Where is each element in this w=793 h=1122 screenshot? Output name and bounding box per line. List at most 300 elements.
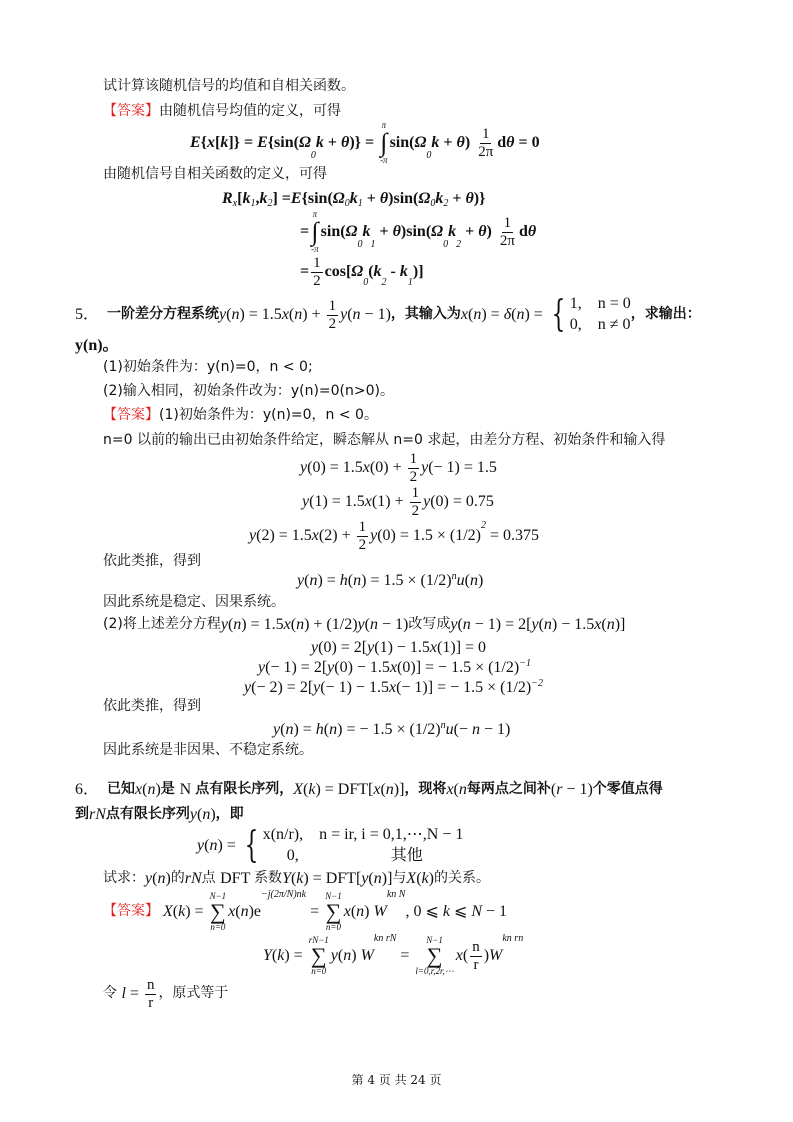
body-text: 因此系统是稳定、因果系统。 <box>103 594 285 611</box>
math-text: − 1) = 2[ <box>470 616 532 634</box>
math-variable: y <box>197 837 205 855</box>
math-text: ( <box>323 721 330 739</box>
math-variable: θ <box>527 223 537 241</box>
math-variable: n <box>343 947 352 965</box>
math-variable: k <box>259 190 268 208</box>
math-variable: rN <box>184 870 202 888</box>
math-variable: k <box>349 190 358 208</box>
math-text: = <box>125 985 143 1003</box>
math-variable: y <box>311 639 319 657</box>
text-line <box>222 187 485 211</box>
subscript: 2 <box>267 198 273 209</box>
math-text: (1)] = 0 <box>437 639 487 657</box>
math-text: N <box>179 781 196 799</box>
upper-limit: π <box>312 209 318 219</box>
denominator: r <box>473 956 479 973</box>
bold-text: 点有限长序列 <box>105 806 190 823</box>
math-text: (1) + <box>371 493 408 511</box>
bold-text: 是 <box>160 781 180 798</box>
bold-text: 已知 <box>107 781 136 798</box>
denominator: 2 <box>409 468 418 485</box>
math-text: ) <box>155 781 161 799</box>
math-text: − 1) <box>562 781 593 799</box>
math-variable: y <box>357 616 365 634</box>
math-text: ) <box>165 870 171 888</box>
numerator: 1 <box>409 450 418 467</box>
math-text: ( <box>368 870 374 888</box>
math-text: ) = DFT[ <box>315 781 374 799</box>
text-line <box>302 484 494 520</box>
math-text: ( <box>368 263 374 281</box>
body-text: n=0 以前的输出已由初始条件给定，瞬态解从 n=0 求起，由差分方程、初始条件和输入得 <box>103 432 666 449</box>
denominator: 2 <box>411 502 420 519</box>
math-variable: n <box>231 306 240 324</box>
math-text: (1) = 1.5 <box>309 493 365 511</box>
integral-sign <box>380 121 388 165</box>
numerator: n <box>146 976 155 993</box>
case-row: x(n/r), n = ir, i = 0,1,⋯,N − 1 <box>262 826 464 844</box>
math-variable: n <box>309 572 318 590</box>
fraction <box>410 486 422 519</box>
lower-limit: -π <box>380 155 388 165</box>
math-variable: k <box>435 190 444 208</box>
text-line <box>103 591 285 615</box>
math-variable: X <box>406 870 417 888</box>
text-line <box>103 976 228 1012</box>
operator: ∫ <box>311 217 319 246</box>
math-variable: y <box>370 527 378 545</box>
math-text: = <box>306 903 324 921</box>
math-text: ( <box>468 306 474 324</box>
math-text: ) <box>483 947 490 965</box>
math-text: sin( <box>320 223 346 241</box>
lower-limit: n=0 <box>311 966 327 976</box>
bold-text: ，现将 <box>404 781 447 798</box>
math-variable: k <box>308 781 316 799</box>
math-variable: Ω <box>345 223 358 241</box>
text-line <box>103 75 355 99</box>
text-line <box>75 334 119 358</box>
denominator: 2 <box>313 272 321 289</box>
bold-text: 个零值点得 <box>592 781 663 798</box>
math-variable: n <box>202 806 211 824</box>
math-variable: x <box>594 616 602 634</box>
math-variable: n <box>469 572 478 590</box>
math-variable: W <box>489 947 503 965</box>
math-text: {sin( <box>301 190 333 208</box>
summation-sign <box>415 936 453 976</box>
math-text: ) = <box>524 306 547 324</box>
math-variable: k <box>399 263 408 281</box>
math-text: ) <box>464 134 475 152</box>
math-variable: x <box>311 527 319 545</box>
math-text: ( <box>347 306 353 324</box>
math-text: (0) = 1.5 <box>307 459 363 477</box>
math-variable: n <box>471 721 480 739</box>
math-text: { <box>200 134 207 152</box>
body-text: 试计算该随机信号的均值和自相关函数。 <box>103 78 355 95</box>
bold-text: 一阶差分方程系统 <box>107 306 220 323</box>
math-text: (2) = 1.5 <box>256 527 312 545</box>
math-variable: Ω <box>431 223 444 241</box>
text-line <box>263 931 523 981</box>
math-text: )] <box>393 781 405 799</box>
superscript: −2 <box>531 678 543 689</box>
math-variable: y <box>450 616 458 634</box>
case-rows <box>570 294 631 336</box>
subscript: 1 <box>407 277 413 288</box>
subscript: 0 <box>443 239 449 250</box>
math-text: (− 1) = 2[ <box>265 659 328 677</box>
math-text: (0) = 1.5 × (1/2) <box>377 527 482 545</box>
fraction <box>145 978 157 1011</box>
math-variable: k <box>431 134 440 152</box>
math-variable: y <box>219 306 227 324</box>
math-variable: n <box>543 616 552 634</box>
math-text: )sin( <box>400 223 432 241</box>
operator: ∫ <box>380 128 388 157</box>
body-text: 试求： <box>103 870 145 887</box>
math-text: (− 2) = 2[ <box>251 679 314 697</box>
math-variable: n <box>209 837 218 855</box>
math-text: ) = <box>284 947 307 965</box>
piecewise-cases <box>547 294 631 336</box>
math-variable: x <box>135 781 143 799</box>
body-text: 依此类推，得到 <box>103 553 201 570</box>
math-variable: E <box>290 190 302 208</box>
body-text: 的关系。 <box>433 870 490 887</box>
math-text: ) = <box>481 306 504 324</box>
math-variable: n <box>157 870 166 888</box>
math-text: )} = <box>349 134 379 152</box>
bold-text: ，即 <box>215 806 244 823</box>
math-text: (− 1) − 1.5 <box>320 679 389 697</box>
math-variable: x <box>362 459 370 477</box>
math-variable: Ω <box>414 134 427 152</box>
math-variable: x <box>283 616 291 634</box>
lower-limit: -π <box>311 244 319 254</box>
operator: ∑ <box>325 899 342 924</box>
math-variable: n <box>294 306 303 324</box>
math-text: , 0 ⩽ <box>405 903 443 921</box>
math-text: ( <box>511 306 517 324</box>
math-variable: n <box>516 306 525 324</box>
numerator: 1 <box>503 214 512 231</box>
math-text: ) <box>364 903 374 921</box>
body-text: 与 <box>392 870 407 887</box>
denominator: 2π <box>499 232 515 249</box>
math-variable: x <box>446 781 454 799</box>
math-variable: h <box>339 572 348 590</box>
math-text: ) = 1.5 × (1/2) <box>361 572 452 590</box>
math-variable: k <box>442 903 450 921</box>
math-variable: k <box>448 223 457 241</box>
upper-limit: π <box>381 120 387 130</box>
math-text: ( <box>304 572 310 590</box>
math-text: ) = − 1.5 × (1/2) <box>337 721 441 739</box>
math-variable: u <box>445 721 454 739</box>
math-text: ( <box>235 903 241 921</box>
math-variable: Ω <box>332 190 345 208</box>
math-variable: W <box>360 947 374 965</box>
text-line <box>103 380 394 404</box>
math-text: ) = DFT[ <box>303 870 362 888</box>
upper-limit: N−1 <box>426 935 443 945</box>
math-variable: n <box>240 903 249 921</box>
math-text: (0) = 0.75 <box>430 493 494 511</box>
text-line <box>103 100 341 124</box>
operator: ∑ <box>210 899 226 924</box>
math-variable: k <box>178 903 186 921</box>
math-text: + <box>323 134 341 152</box>
math-text: ( <box>416 870 422 888</box>
math-variable: h <box>315 721 324 739</box>
math-variable: y <box>244 679 252 697</box>
fraction <box>408 452 420 485</box>
math-variable: y <box>340 306 348 324</box>
math-variable: X <box>159 903 173 921</box>
math-variable: n <box>352 306 361 324</box>
text-line <box>103 887 507 937</box>
answer-label: 【答案】 <box>103 903 159 920</box>
body-text: 由随机信号自相关函数的定义，可得 <box>103 166 327 183</box>
math-variable: y <box>220 616 228 634</box>
math-text: (0) − 1.5 <box>334 659 390 677</box>
text-line <box>75 778 663 802</box>
subscript: 2 <box>381 277 387 288</box>
math-text: )sin( <box>388 190 419 208</box>
math-variable: y <box>423 493 431 511</box>
answer-label: 【答案】 <box>103 103 159 120</box>
summation-sign <box>309 936 329 976</box>
numerator: 1 <box>481 125 490 142</box>
math-text: ( <box>290 870 297 888</box>
text-line <box>249 518 539 554</box>
math-variable: n <box>462 616 471 634</box>
math-variable: y <box>258 659 266 677</box>
math-text: ( <box>288 306 295 324</box>
math-variable: θ <box>506 134 515 152</box>
text-line <box>244 676 543 700</box>
denominator: 2 <box>358 536 367 553</box>
math-text: ( <box>226 306 232 324</box>
case-row: 0, 其他 <box>262 847 423 864</box>
text-line <box>197 821 463 871</box>
math-variable: n <box>369 616 378 634</box>
math-variable: y <box>361 870 369 888</box>
body-text: 系数 <box>254 870 283 887</box>
math-text: ]} = <box>228 134 258 152</box>
math-text: (2) + <box>318 527 355 545</box>
math-text: ( <box>290 616 297 634</box>
math-variable: Ω <box>351 263 364 281</box>
math-variable: k <box>373 263 382 281</box>
body-text: (1)初始条件为：y(n)=0，n < 0。 <box>159 407 378 424</box>
numerator: n <box>472 938 480 955</box>
math-text: )} <box>473 190 486 208</box>
upper-limit: N−1 <box>325 891 342 901</box>
math-variable: n <box>147 781 156 799</box>
math-variable: E <box>257 134 268 152</box>
text-line <box>103 739 313 763</box>
math-text: (1) − 1.5 <box>374 639 430 657</box>
body-text: (2)将上述差分方程 <box>103 616 221 633</box>
math-variable: x <box>460 306 469 324</box>
subscript: 0 <box>363 277 369 288</box>
math-text: − 1) <box>479 721 511 739</box>
math-text: ( <box>172 903 179 921</box>
math-text: ) <box>486 223 496 241</box>
superscript: n <box>440 720 446 731</box>
math-text: (0) = 2[ <box>318 639 368 657</box>
math-text: (− <box>453 721 472 739</box>
subscript: 1 <box>370 239 376 250</box>
math-text: ( <box>303 781 309 799</box>
superscript: kn rn <box>502 933 524 944</box>
text-line <box>103 404 378 428</box>
math-variable: θ <box>341 134 350 152</box>
text-line <box>103 356 313 380</box>
math-text: = 0 <box>514 134 540 152</box>
math-text: ) <box>351 947 361 965</box>
math-text: + <box>362 190 380 208</box>
math-variable: y <box>330 947 338 965</box>
math-text: ) = 1.5 <box>239 306 282 324</box>
body-text: 的 <box>170 870 185 887</box>
math-variable: k <box>242 190 251 208</box>
math-text: − 1) <box>377 616 409 634</box>
text-line <box>300 209 537 254</box>
fraction <box>311 256 323 289</box>
math-variable: k <box>421 870 429 888</box>
superscript: −j(2π/N)nk <box>261 889 307 900</box>
math-variable: k <box>220 134 229 152</box>
math-variable: x <box>228 903 236 921</box>
subscript: 1 <box>357 198 363 209</box>
math-variable: k <box>362 223 371 241</box>
text-line <box>300 254 424 290</box>
math-variable: x <box>455 947 463 965</box>
text-line <box>103 550 201 574</box>
text-line <box>103 163 327 187</box>
lower-limit: n=0 <box>325 922 341 932</box>
bold-text: 点有限长序列， <box>195 781 294 798</box>
math-text: )e <box>248 903 262 921</box>
math-variable: y <box>327 659 335 677</box>
math-variable: Ω <box>298 134 311 152</box>
math-variable: n <box>473 306 482 324</box>
math-text: ( <box>601 616 607 634</box>
body-text: 依此类推，得到 <box>103 698 201 715</box>
body-text: ，原式等于 <box>158 985 229 1002</box>
bold-text: 每两点之间补 <box>466 781 551 798</box>
text-line <box>297 569 483 593</box>
subscript: 0 <box>310 150 316 161</box>
math-text: [ <box>214 134 221 152</box>
math-text: (0) + <box>369 459 406 477</box>
text-line <box>300 450 497 486</box>
math-variable: x <box>281 306 289 324</box>
math-text: ( <box>462 947 469 965</box>
math-text: DFT <box>220 870 255 888</box>
body-text: 点 <box>201 870 221 887</box>
math-variable: r <box>556 781 563 799</box>
math-text: ( <box>464 572 470 590</box>
math-text: ) = <box>185 903 208 921</box>
math-text: 5． <box>75 306 108 324</box>
denominator: r <box>148 994 154 1011</box>
math-variable: x <box>343 903 351 921</box>
math-text: − 1 <box>482 903 508 921</box>
math-text: - <box>386 263 400 281</box>
page-footer: 第 4 页 共 24 页 <box>351 1073 442 1087</box>
superscript: kn N <box>386 889 406 900</box>
math-text: ( <box>538 616 544 634</box>
math-variable: n <box>353 572 362 590</box>
math-variable: y <box>313 679 321 697</box>
math-text: + <box>439 134 457 152</box>
numerator: 1 <box>358 518 367 535</box>
lower-limit: n=0 <box>210 922 226 932</box>
text-line <box>103 695 201 719</box>
fraction <box>476 127 495 160</box>
math-text: ) = <box>293 721 316 739</box>
body-text: 由随机信号均值的定义，可得 <box>159 103 341 120</box>
answer-label: 【答案】 <box>103 407 159 424</box>
math-variable: y <box>189 806 198 824</box>
math-text: 6． <box>75 781 108 799</box>
math-text: ) + <box>302 306 325 324</box>
math-text: )] <box>412 263 424 281</box>
superscript: 2 <box>481 520 487 531</box>
math-variable: Y <box>263 947 272 965</box>
math-variable: y <box>145 870 153 888</box>
math-variable: R <box>222 190 233 208</box>
math-variable: n <box>233 616 242 634</box>
superscript: −1 <box>519 658 531 669</box>
math-variable: n <box>606 616 615 634</box>
math-variable: n <box>385 781 394 799</box>
math-variable: y <box>302 493 310 511</box>
math-variable: y <box>421 459 429 477</box>
body-text: (1)初始条件为：y(n)=0，n < 0; <box>103 359 313 376</box>
math-text: ( <box>364 616 370 634</box>
math-text: y(n)。 <box>75 337 119 355</box>
left-brace: { <box>244 825 259 866</box>
math-variable: u <box>456 572 465 590</box>
math-text: + <box>448 190 466 208</box>
summation-sign <box>210 892 227 932</box>
math-variable: W <box>373 903 387 921</box>
math-variable: y <box>273 721 281 739</box>
math-text: = <box>300 263 310 281</box>
text-line <box>75 295 701 335</box>
fraction <box>470 940 482 973</box>
math-variable: x <box>389 659 398 677</box>
math-variable: θ <box>379 190 389 208</box>
math-variable: y <box>249 527 257 545</box>
math-variable: θ <box>478 223 487 241</box>
math-text: )] <box>614 616 626 634</box>
fraction <box>498 216 517 249</box>
math-variable: X <box>293 781 303 799</box>
subscript: 2 <box>456 239 462 250</box>
math-text: {sin( <box>267 134 299 152</box>
math-text: ( <box>350 903 357 921</box>
math-text: ( <box>337 947 344 965</box>
subscript: 0 <box>357 239 363 250</box>
math-text: ( <box>152 870 158 888</box>
